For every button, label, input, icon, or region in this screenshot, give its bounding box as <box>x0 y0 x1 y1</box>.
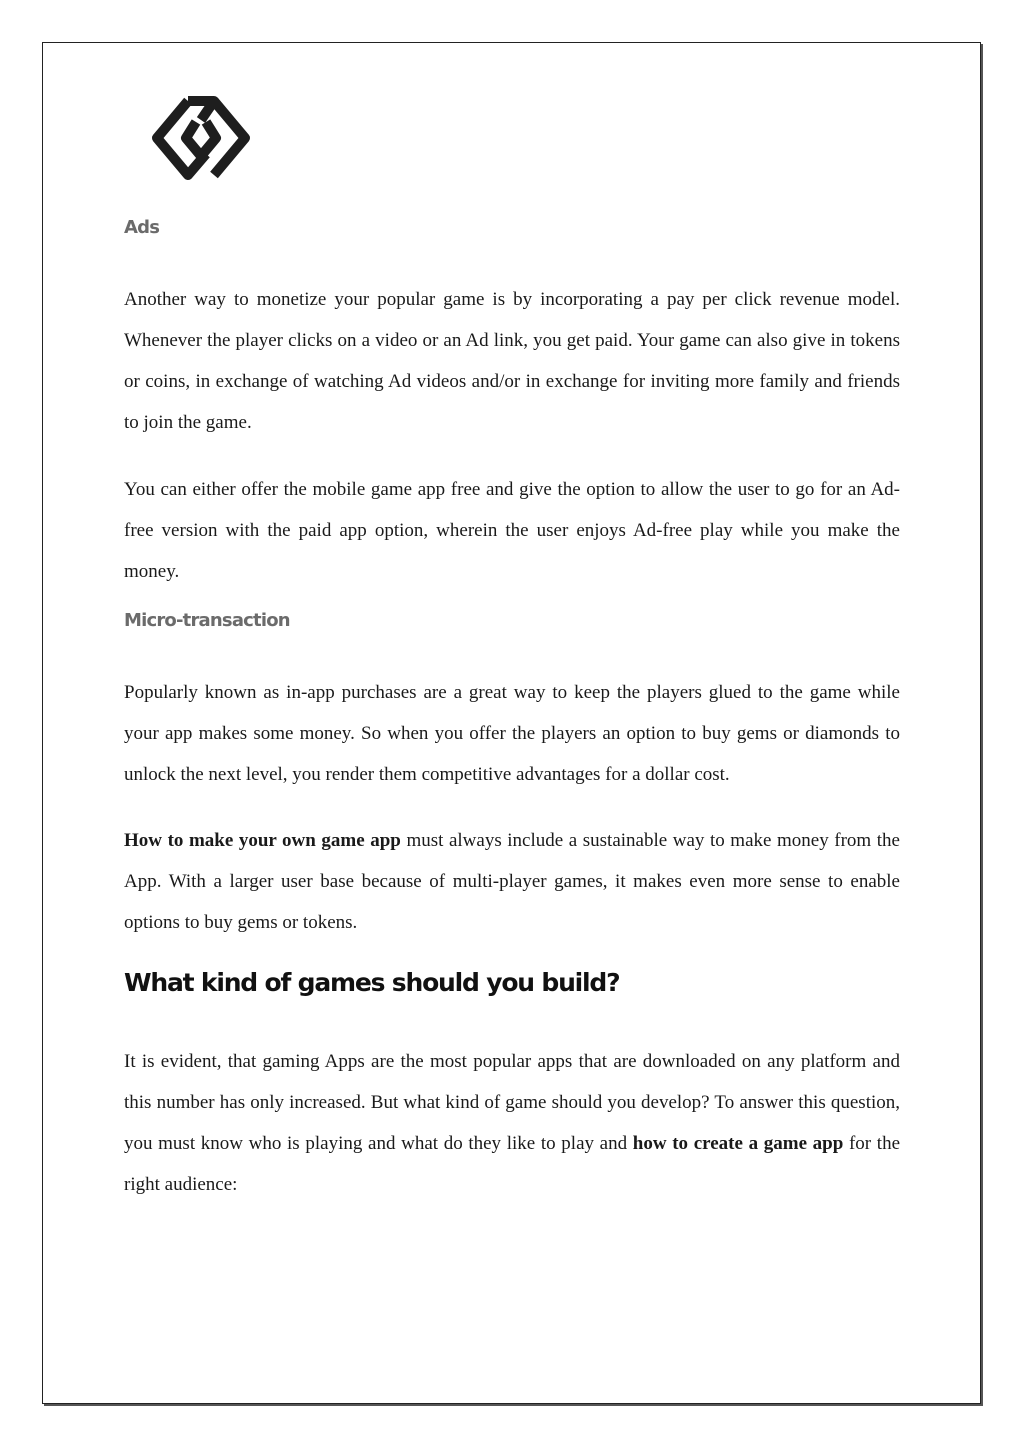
ads-paragraph-2: You can either offer the mobile game app free and give the option to allow the user to go for an Ad-free version with the paid app option, wherein the user enjoys Ad-free play while you make the money. <box>124 479 900 582</box>
paragraph-text: It is evident, that gaming Apps are the most popular apps that are downloaded on any platform and this number has only increased. But what kind of game should you develop? To answer this question, you must know who is playing and what do they like to play and <box>124 1051 900 1154</box>
ads-heading: Ads <box>124 217 160 238</box>
micro-transaction-paragraph-2 <box>124 820 900 943</box>
micro-transaction-paragraph-1: Popularly known as in-app purchases are a great way to keep the players glued to the game while your app makes some money. So when you offer the players an option to buy gems or diamonds to unlock the next level, you render them competitive advantages for a dollar cost. <box>124 682 900 785</box>
interlocked-diamonds-logo-icon <box>150 94 252 182</box>
paragraph-text: for the right audience: <box>124 1133 900 1195</box>
inline-bold-phrase: how to create a game app <box>632 1133 844 1154</box>
paragraph-text: must always include a sustainable way to make money from the App. With a larger user base because of multi-player games, it makes even more sense to enable options to buy gems or tokens. <box>124 830 900 933</box>
inline-bold-phrase: How to make your own game app <box>124 830 401 851</box>
ads-paragraph-1: Another way to monetize your popular game is by incorporating a pay per click revenue model. Whenever the player clicks on a video or an Ad link, you get paid. Your game can also give in tokens or coins, in exchange of watching Ad videos and/or in exchange for inviting more family and friends to join the game. <box>124 289 900 433</box>
micro-transaction-heading: Micro-transaction <box>124 610 290 631</box>
games-heading: What kind of games should you build? <box>124 968 620 997</box>
games-paragraph-1 <box>124 1041 900 1205</box>
